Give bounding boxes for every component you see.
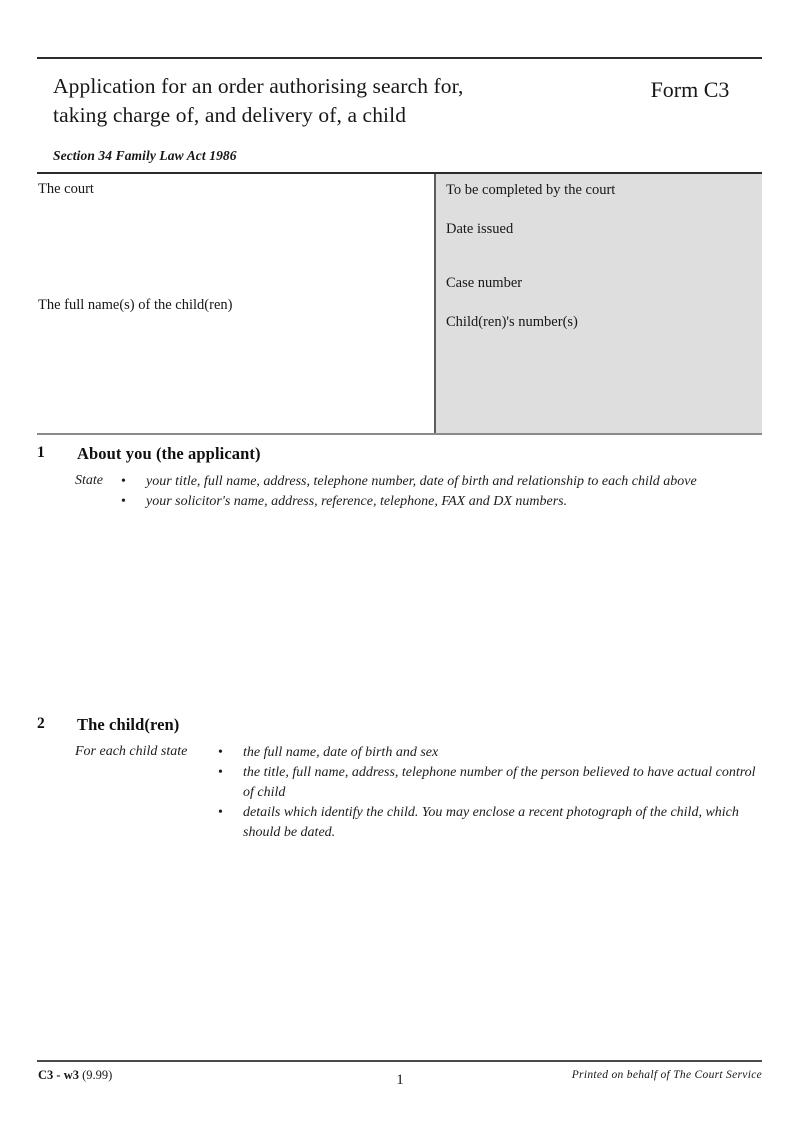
section-prompt: State — [75, 473, 103, 488]
footer-print-notice: Printed on behalf of The Court Service — [571, 1069, 762, 1081]
bullet-item — [121, 492, 721, 512]
court-box-bottom-rule — [37, 433, 762, 435]
bullet-item — [218, 803, 763, 843]
bullet-dot-icon: • — [218, 765, 223, 780]
form-title-line-2: taking charge of, and delivery of, a child — [53, 103, 407, 127]
bullet-item — [121, 472, 721, 492]
label-to-be-completed-by-court: To be completed by the court — [446, 182, 616, 198]
form-title-line-1: Application for an order authorising search for, — [53, 74, 464, 98]
section-title: The child(ren) — [77, 715, 180, 734]
bullet-item — [218, 763, 763, 803]
bullet-text: the full name, date of birth and sex — [243, 745, 439, 760]
footer-horizontal-rule — [37, 1060, 762, 1062]
statute-reference: Section 34 Family Law Act 1986 — [53, 148, 237, 163]
top-horizontal-rule — [37, 57, 762, 59]
section-title: About you (the applicant) — [77, 444, 261, 463]
section-number: 1 — [37, 444, 45, 461]
section-number: 2 — [37, 715, 45, 732]
bullet-dot-icon: • — [121, 494, 126, 509]
label-children-numbers: Child(ren)'s number(s) — [446, 314, 578, 330]
bullet-dot-icon: • — [218, 745, 223, 760]
bullet-text: the title, full name, address, telephone number of the person believed to have actual control of child — [243, 765, 756, 800]
label-child-full-names: The full name(s) of the child(ren) — [38, 297, 233, 313]
bullet-dot-icon: • — [218, 805, 223, 820]
bullet-text: your solicitor's name, address, reference, telephone, FAX and DX numbers. — [146, 494, 568, 509]
bullet-dot-icon: • — [121, 474, 126, 489]
section-bullet-list — [218, 743, 763, 843]
form-number: Form C3 — [650, 77, 730, 102]
section-bullet-list — [121, 472, 721, 512]
court-use-panel — [435, 174, 762, 433]
label-date-issued: Date issued — [446, 221, 514, 237]
label-the-court: The court — [38, 181, 94, 197]
label-case-number: Case number — [446, 275, 523, 291]
section-prompt: For each child state — [75, 744, 188, 759]
form-title-block — [53, 72, 573, 130]
footer-reference-code: C3 - w3 — [38, 1068, 79, 1082]
court-box-vertical-divider — [434, 174, 436, 433]
bullet-text: your title, full name, address, telephone number, date of birth and relationship to each child above — [146, 474, 697, 489]
footer-reference-date: (9.99) — [82, 1068, 113, 1082]
bullet-item — [218, 743, 763, 763]
page-number: 1 — [396, 1072, 404, 1088]
bullet-text: details which identify the child. You may enclose a recent photograph of the child, which should be dated. — [243, 805, 739, 840]
